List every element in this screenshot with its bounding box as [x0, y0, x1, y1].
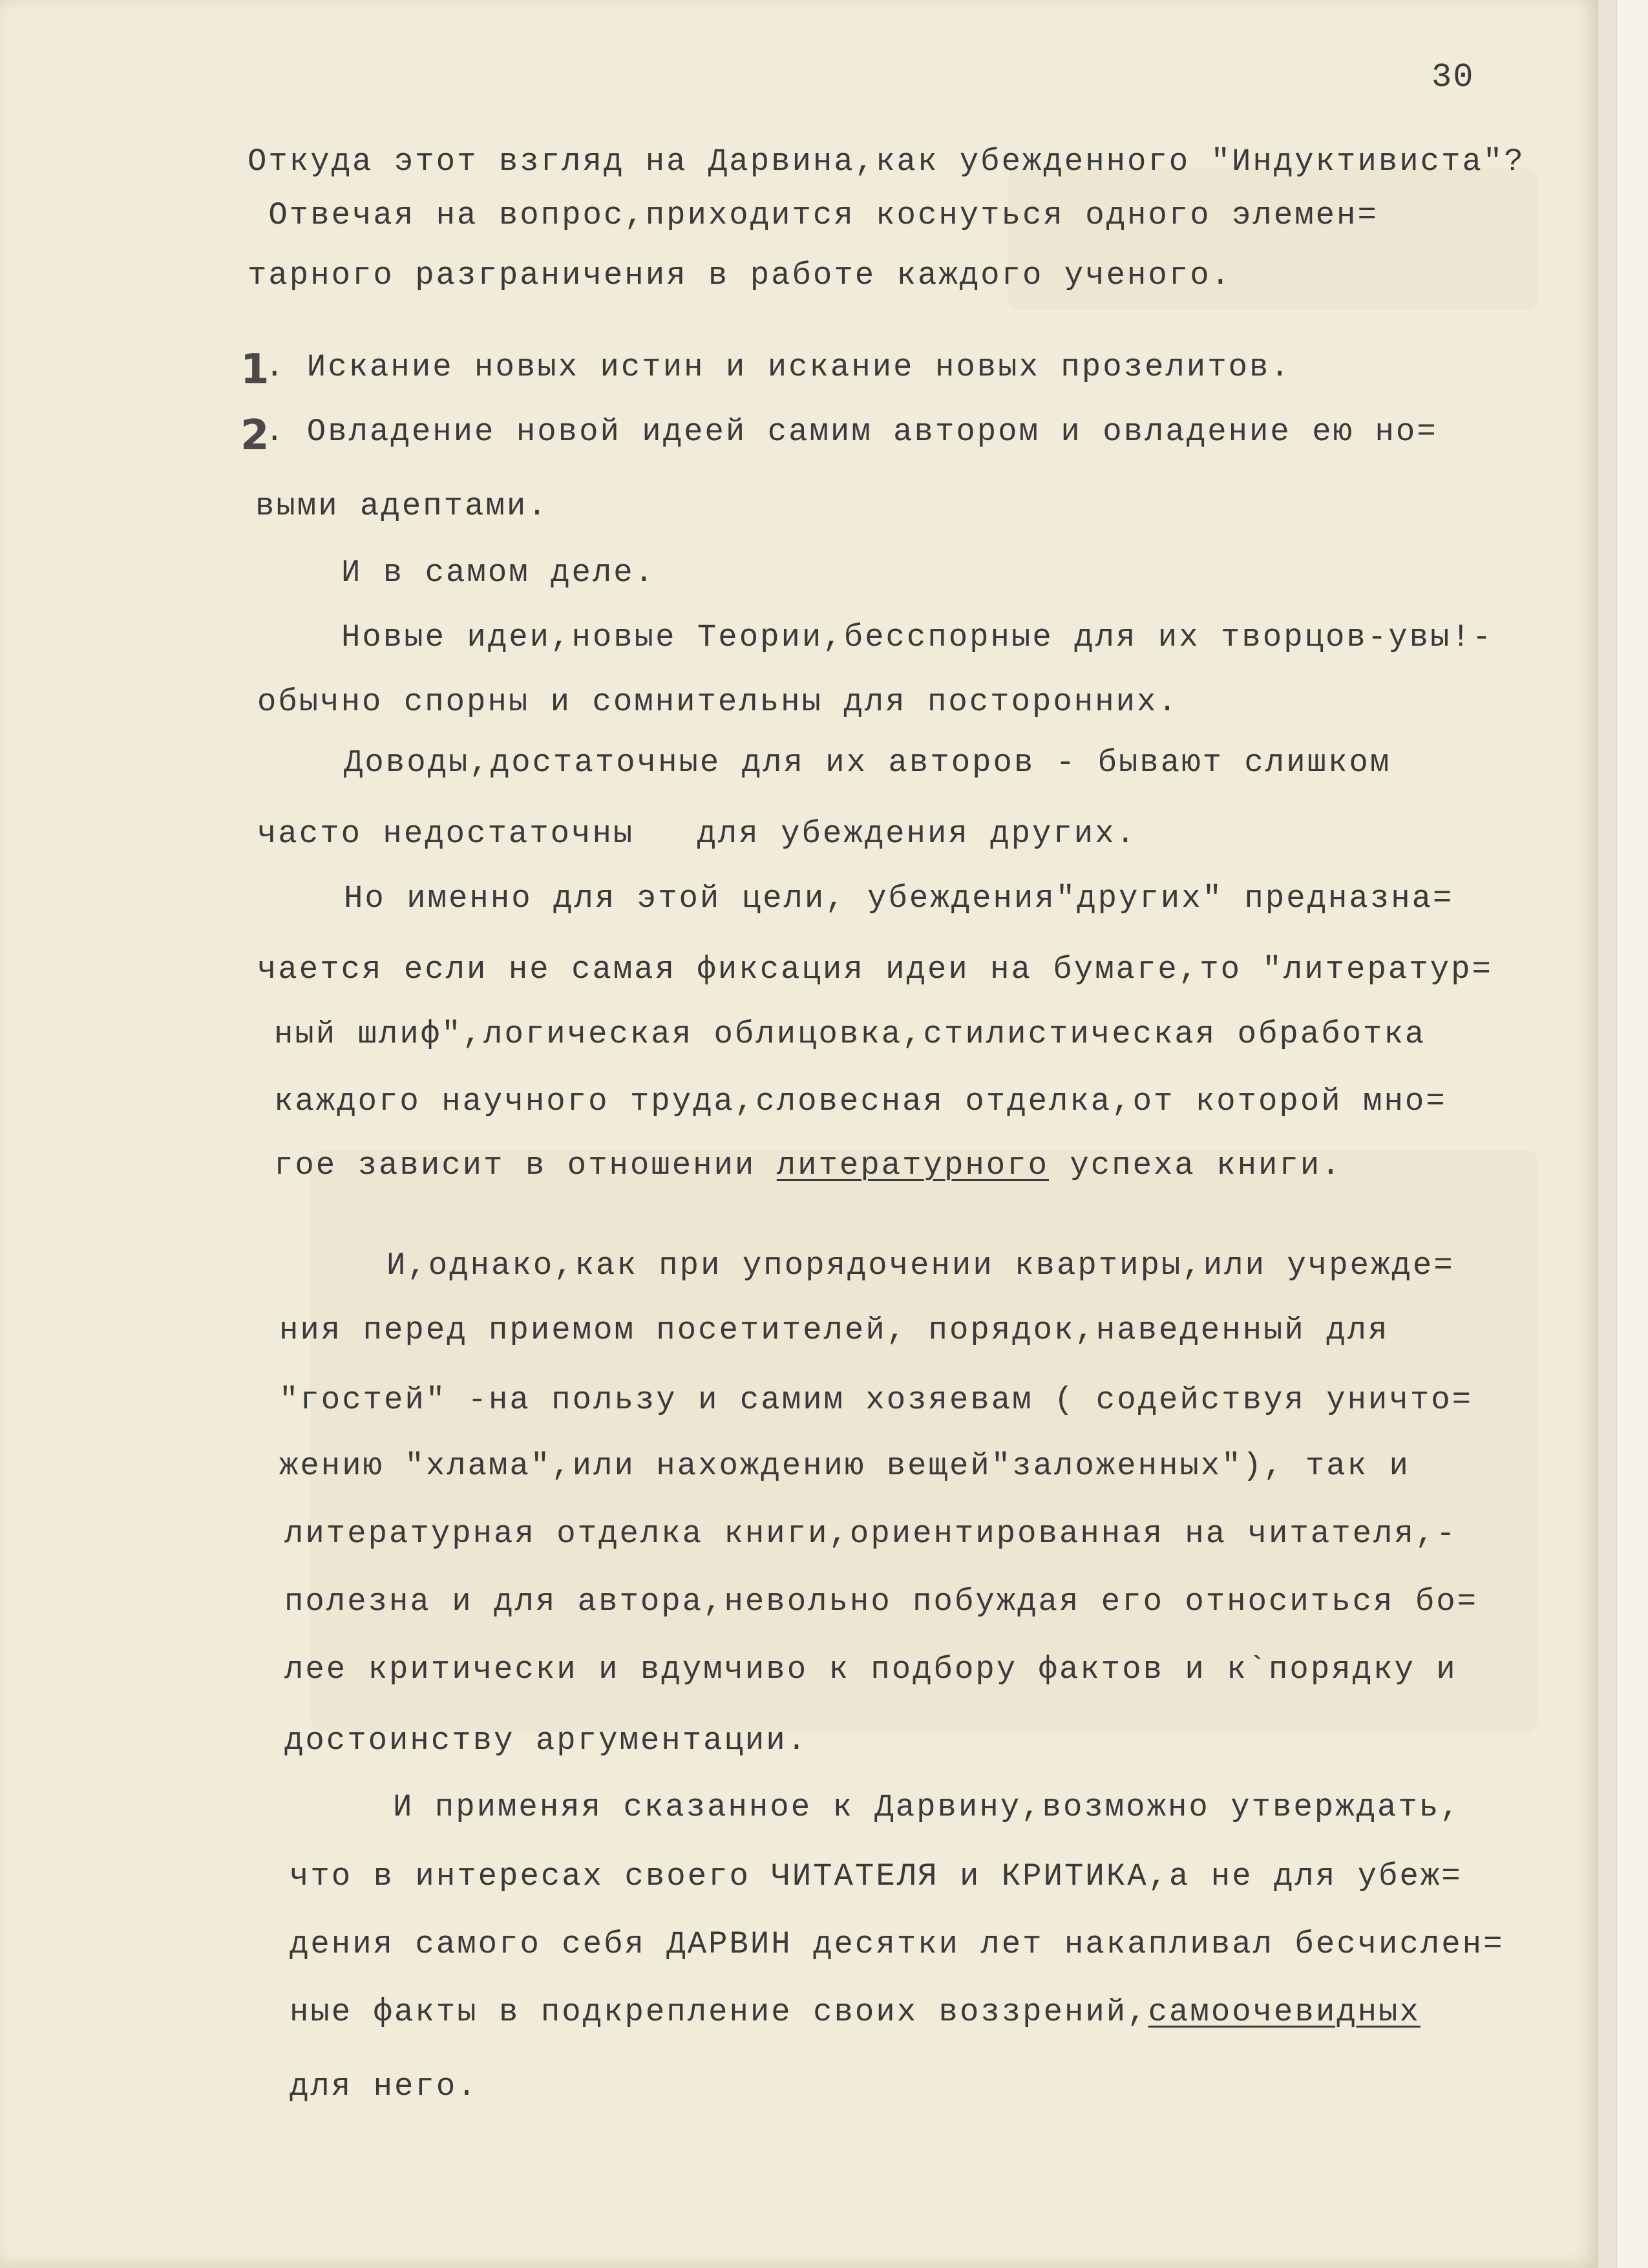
- text-line: литературная отделка книги,ориентированная на читателя,-: [284, 1516, 1457, 1552]
- text-line: достоинству аргументации.: [284, 1722, 808, 1759]
- text-line: полезна и для автора,невольно побуждая его относиться бо=: [284, 1584, 1479, 1620]
- text-line: И,однако,как при упорядочении квартиры,или учрежде=: [386, 1247, 1455, 1284]
- text-line: [290, 1994, 1421, 2030]
- handwritten-mark: 1: [240, 346, 269, 394]
- text-line: жению "хлама",или нахождению вещей"заложенных"), так и: [279, 1448, 1410, 1484]
- text-line: И в самом деле.: [341, 555, 656, 591]
- page-edge-under: [1616, 0, 1648, 2268]
- text-line: Новые идеи,новые Теории,бесспорные для их творцов-увы!-: [341, 619, 1494, 655]
- text-line: . Овладение новой идеей самим автором и овладение ею но=: [265, 414, 1438, 450]
- text-line: . Искание новых истин и искание новых прозелитов.: [265, 349, 1291, 385]
- text-line: "гостей" -на пользу и самим хозяевам ( содействуя уничто=: [279, 1382, 1474, 1418]
- underlined-word: литературного: [776, 1147, 1049, 1183]
- text-line: чается если не самая фиксация идеи на бумаге,то "литератур=: [257, 951, 1493, 988]
- text-segment: ные факты в подкрепление своих воззрений,: [290, 1994, 1148, 2030]
- page-number: 30: [1431, 58, 1475, 96]
- text-line: Но именно для этой цели, убеждения"других" предназна=: [344, 880, 1454, 917]
- text-line: дения самого себя ДАРВИН десятки лет накапливал бесчислен=: [290, 1926, 1505, 1962]
- text-line: Отвечая на вопрос,приходится коснуться одного элемен=: [248, 197, 1379, 233]
- text-line: выми адептами.: [255, 488, 549, 524]
- text-line: Откуда этот взгляд на Дарвина,как убежденного "Индуктивиста"?: [248, 143, 1525, 180]
- text-segment: успеха книги.: [1048, 1147, 1342, 1183]
- handwritten-mark: 2: [240, 412, 269, 460]
- text-line: для него.: [290, 2068, 478, 2104]
- text-line: лее критически и вдумчиво к подбору фактов и к`порядку и: [284, 1651, 1457, 1688]
- text-line: [274, 1147, 1342, 1183]
- text-line: что в интересах своего ЧИТАТЕЛЯ и КРИТИКА,а не для убеж=: [290, 1858, 1463, 1894]
- text-line: Доводы,достаточные для их авторов - бывают слишком: [344, 745, 1391, 781]
- text-line: тарного разграничения в работе каждого ученого.: [248, 257, 1232, 293]
- bleed-through: [310, 1150, 1538, 1732]
- text-line: обычно спорны и сомнительны для посторонних.: [257, 684, 1179, 720]
- text-line: ния перед приемом посетителей, порядок,наведенный для: [279, 1312, 1389, 1348]
- text-line: И применяя сказанное к Дарвину,возможно утверждать,: [393, 1789, 1461, 1825]
- text-line: каждого научного труда,словесная отделка,от которой мно=: [274, 1083, 1447, 1119]
- text-line: часто недостаточны для убеждения других.: [257, 816, 1137, 852]
- text-line: ный шлиф",логическая облицовка,стилистическая обработка: [274, 1016, 1426, 1052]
- text-segment: гое зависит в отношении: [274, 1147, 777, 1183]
- underlined-word: самоочевидных: [1148, 1994, 1421, 2030]
